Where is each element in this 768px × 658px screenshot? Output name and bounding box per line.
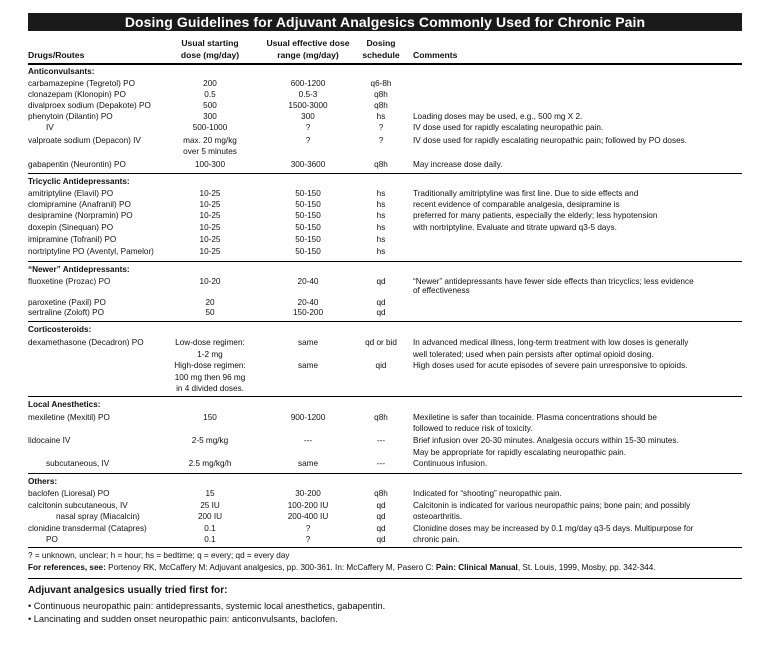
references-line: For references, see: Portenoy RK, McCaffery M: Adjuvant analgesics, pp. 300-361. In: McCaffery M, Pasero C: Pain: Clinical Manual, St. Louis, 1999, Mosby, pp. 342-344. <box>28 563 656 572</box>
table-row: mexiletine (Mexitil) PO 150 900-1200 q8h Mexiletine is safer than tocainide. Plasma concentrations should be <box>28 413 657 422</box>
footer-rule <box>28 578 742 579</box>
header-comments: Comments <box>413 50 458 60</box>
section-divider <box>28 396 742 397</box>
table-row: gabapentin (Neurontin) PO 100-300 300-3600 q8h May increase dose daily. <box>28 160 503 169</box>
header-effective: Usual effective dose range (mg/day) <box>266 38 350 60</box>
table-row: amitriptyline (Elavil) PO 10-25 50-150 hs Traditionally amitriptyline was first line. Due to side effects and <box>28 189 639 198</box>
section-local-anesthetics: Local Anesthetics: <box>28 400 101 409</box>
header-schedule: Dosing schedule <box>362 38 400 60</box>
table-row: calcitonin subcutaneous, IV 25 IU 100-200 IU qd Calcitonin is indicated for various neuropathic pains; bone pain; and possibly <box>28 501 691 510</box>
table-row: IV 500-1000 ? ? IV dose used for rapidly escalating neuropathic pain. <box>46 123 604 132</box>
header-drugs: Drugs/Routes <box>28 50 85 60</box>
table-row: doxepin (Sinequan) PO 10-25 50-150 hs with nortriptyline. Evaluate and titrate upward q3-5 days. <box>28 223 617 232</box>
table-row: paroxetine (Paxil) PO 20 20-40 qd <box>28 298 386 307</box>
table-row: 100 mg then 96 mg <box>174 373 246 382</box>
table-row: clonazepam (Klonopin) PO 0.5 0.5-3 q8h <box>28 90 388 99</box>
table-row: over 5 minutes <box>183 147 237 156</box>
footer-heading: Adjuvant analgesics usually tried first for: <box>28 585 228 596</box>
abbreviation-legend: ? = unknown, unclear; h = hour; hs = bedtime; q = every; qd = every day <box>28 551 290 560</box>
table-row: clonidine transdermal (Catapres) 0.1 ? qd Clonidine doses may be increased by 0.1 mg/day q3-5 days. Multipurpose for <box>28 524 694 533</box>
footer-bullet: • Lancinating and sudden onset neuropathic pain: anticonvulsants, baclofen. <box>28 614 338 624</box>
table-row: May be appropriate for rapidly escalating neuropathic pain. <box>413 448 627 457</box>
section-divider <box>28 321 742 322</box>
table-row: phenytoin (Dilantin) PO 300 300 hs Loading doses may be used, e.g., 500 mg X 2. <box>28 112 583 121</box>
table-row: nasal spray (Miacalcin) 200 IU 200-400 IU qd osteoarthritis. <box>56 512 463 521</box>
section-divider <box>28 473 742 474</box>
table-row: of effectiveness <box>413 286 470 295</box>
table-row: clomipramine (Anafranil) PO 10-25 50-150 hs recent evidence of comparable analgesia, desipramine is <box>28 200 620 209</box>
table-row: sertraline (Zoloft) PO 50 150-200 qd <box>28 308 386 317</box>
table-row: carbamazepine (Tegretol) PO 200 600-1200 q6-8h <box>28 79 392 88</box>
section-newer: “Newer” Antidepressants: <box>28 265 130 274</box>
section-tricyclic: Tricyclic Antidepressants: <box>28 177 130 186</box>
section-corticosteroids: Corticosteroids: <box>28 325 92 334</box>
table-row: imipramine (Tofranil) PO 10-25 50-150 hs <box>28 235 386 244</box>
table-row: followed to reduce risk of toxicity. <box>413 424 533 433</box>
table-row: PO 0.1 ? qd chronic pain. <box>46 535 460 544</box>
section-others: Others: <box>28 477 58 486</box>
section-divider <box>28 261 742 262</box>
table-row: lidocaine IV 2-5 mg/kg --- --- Brief infusion over 20-30 minutes. Analgesia occurs within 15-30 minutes. <box>28 436 679 445</box>
table-row: nortriptyline PO (Aventyl, Pamelor) 10-25 50-150 hs <box>28 247 386 256</box>
table-row: fluoxetine (Prozac) PO 10-20 20-40 qd “Newer” antidepressants have fewer side effects than tricyclics; less evidence <box>28 277 694 286</box>
table-bottom-rule <box>28 547 742 548</box>
header-start: Usual starting dose (mg/day) <box>180 38 240 60</box>
table-row: desipramine (Norpramin) PO 10-25 50-150 hs preferred for many patients, especially the elderly; less hypotension <box>28 211 658 220</box>
table-row: divalproex sodium (Depakote) PO 500 1500-3000 q8h <box>28 101 388 110</box>
table-row: valproate sodium (Depacon) IV max. 20 mg/kg ? ? IV dose used for rapidly escalating neuropathic pain; followed by PO doses. <box>28 136 687 145</box>
header-rule <box>28 63 742 65</box>
table-row: dexamethasone (Decadron) PO Low-dose regimen: same qd or bid In advanced medical illness, long-term treatment with low doses is generally <box>28 338 689 347</box>
table-row: 1-2 mg well tolerated; used when pain persists after optimal opioid dosing. <box>197 350 654 359</box>
table-row: subcutaneous, IV 2.5 mg/kg/h same --- Continuous infusion. <box>46 459 488 468</box>
section-divider <box>28 173 742 174</box>
table-row: baclofen (Lioresal) PO 15 30-200 q8h Indicated for “shooting” neuropathic pain. <box>28 489 562 498</box>
footer-bullet: • Continuous neuropathic pain: antidepressants, systemic local anesthetics, gabapentin. <box>28 601 386 611</box>
page-title: Dosing Guidelines for Adjuvant Analgesics Commonly Used for Chronic Pain <box>28 13 742 31</box>
section-anticonvulsants: Anticonvulsants: <box>28 67 95 76</box>
table-row: in 4 divided doses. <box>176 384 244 393</box>
table-row: High-dose regimen: same qid High doses used for acute episodes of severe pain unresponsive to opioids. <box>174 361 688 370</box>
